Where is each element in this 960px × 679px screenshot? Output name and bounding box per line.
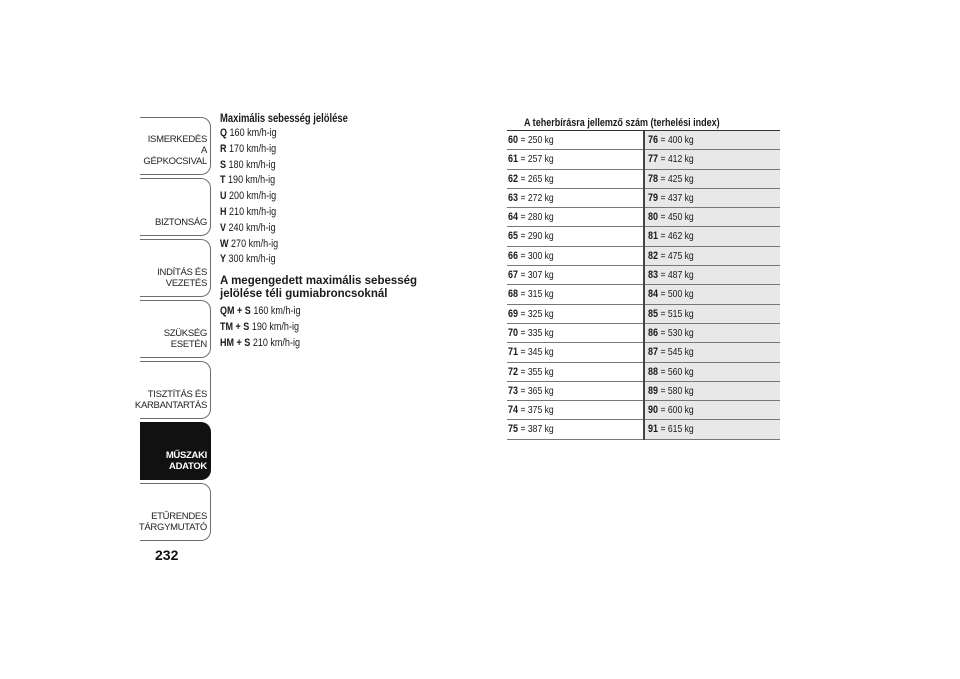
rating-value: 190 km/h-ig <box>251 320 299 333</box>
load-index-weight: = 307 kg <box>520 269 554 282</box>
rating-code: V <box>220 221 227 234</box>
load-index-weight: = 560 kg <box>660 365 694 378</box>
load-index-row <box>507 285 643 304</box>
speed-rating-heading: Maximális sebesség jelölése <box>220 113 348 125</box>
load-index-row <box>507 189 643 208</box>
rating-code: W <box>220 237 229 250</box>
load-index-row <box>507 208 643 227</box>
rating-value: 300 km/h-ig <box>228 253 276 266</box>
load-index-number: 65 <box>508 230 519 243</box>
chapter-tab[interactable] <box>140 117 211 175</box>
load-index-weight: = 400 kg <box>660 134 694 146</box>
load-index-row <box>645 420 780 439</box>
rating-value: 160 km/h-ig <box>253 305 301 318</box>
speed-rating-section <box>220 113 470 352</box>
winter-speed-list <box>220 304 470 351</box>
load-index-weight: = 325 kg <box>520 307 554 320</box>
rating-code: TM + S <box>220 320 250 333</box>
rating-code: R <box>220 142 227 155</box>
load-index-number: 67 <box>508 269 519 282</box>
load-index-row <box>645 363 780 382</box>
load-index-weight: = 250 kg <box>520 134 554 146</box>
load-index-number: 72 <box>508 365 519 378</box>
load-index-number: 88 <box>648 365 659 378</box>
load-index-row <box>645 266 780 285</box>
load-index-row <box>645 131 780 150</box>
load-index-number: 80 <box>648 211 659 224</box>
speed-rating-list <box>220 126 470 268</box>
load-index-number: 77 <box>648 153 659 166</box>
load-index-weight: = 265 kg <box>520 172 554 185</box>
load-index-row <box>645 227 780 246</box>
load-index-number: 84 <box>648 288 659 301</box>
chapter-tab-label: ETŰRENDES TÁRGYMUTATÓ <box>138 511 207 533</box>
rating-code: H <box>220 205 227 218</box>
load-index-number: 86 <box>648 326 659 339</box>
speed-rating-row <box>220 221 470 237</box>
rating-value: 170 km/h-ig <box>229 142 277 155</box>
rating-code: U <box>220 190 227 203</box>
load-index-weight: = 412 kg <box>660 153 694 166</box>
chapter-tab-label: SZÜKSÉG ESETÉN <box>163 328 207 350</box>
load-index-number: 76 <box>648 134 659 146</box>
winter-speed-row <box>220 320 470 336</box>
load-index-weight: = 272 kg <box>520 191 554 204</box>
rating-value: 210 km/h-ig <box>229 205 277 218</box>
load-index-weight: = 545 kg <box>660 346 694 359</box>
chapter-tab-label: ISMERKEDÉS A GÉPKOCSIVAL <box>143 134 207 167</box>
load-index-weight: = 365 kg <box>520 384 554 397</box>
load-index-weight: = 580 kg <box>660 384 694 397</box>
rating-value: 160 km/h-ig <box>229 127 277 139</box>
chapter-tab-label: MŰSZAKI ADATOK <box>165 450 207 472</box>
load-index-weight: = 437 kg <box>660 191 694 204</box>
load-index-weight: = 290 kg <box>520 230 554 243</box>
load-index-row <box>507 401 643 420</box>
load-index-row <box>507 227 643 246</box>
load-index-row <box>507 343 643 362</box>
speed-rating-row <box>220 252 470 268</box>
winter-speed-row <box>220 304 470 320</box>
load-index-column-right <box>645 131 780 440</box>
chapter-tab-label: TISZTÍTÁS ÉS KARBANTARTÁS <box>134 389 207 411</box>
load-index-row <box>645 285 780 304</box>
load-index-weight: = 375 kg <box>520 404 554 417</box>
chapter-tabs <box>134 117 211 544</box>
load-index-row <box>645 189 780 208</box>
load-index-number: 90 <box>648 404 659 417</box>
load-index-number: 61 <box>508 153 519 166</box>
load-index-row <box>507 247 643 266</box>
load-index-weight: = 425 kg <box>660 172 694 185</box>
rating-value: 190 km/h-ig <box>228 174 276 187</box>
load-index-weight: = 487 kg <box>660 269 694 282</box>
speed-rating-row <box>220 205 470 221</box>
chapter-tab[interactable] <box>134 361 211 419</box>
load-index-number: 69 <box>508 307 519 320</box>
load-index-row <box>507 305 643 324</box>
chapter-tab-label: INDÍTÁS ÉS VEZETÉS <box>157 267 207 289</box>
speed-rating-row <box>220 142 470 158</box>
speed-rating-row <box>220 173 470 189</box>
load-index-number: 91 <box>648 423 659 436</box>
speed-rating-row <box>220 237 470 253</box>
chapter-tab-label: BIZTONSÁG <box>154 217 207 228</box>
load-index-row <box>507 324 643 343</box>
load-index-number: 81 <box>648 230 659 243</box>
load-index-weight: = 335 kg <box>520 326 554 339</box>
load-index-row <box>645 247 780 266</box>
load-index-row <box>645 324 780 343</box>
load-index-number: 74 <box>508 404 519 417</box>
load-index-weight: = 615 kg <box>660 423 694 436</box>
load-index-row <box>507 131 643 150</box>
winter-speed-row <box>220 336 470 352</box>
load-index-row <box>645 401 780 420</box>
load-index-row <box>645 208 780 227</box>
load-index-number: 60 <box>508 134 519 146</box>
load-index-number: 70 <box>508 326 519 339</box>
load-index-number: 68 <box>508 288 519 301</box>
load-index-number: 62 <box>508 172 519 185</box>
rating-code: S <box>220 158 227 171</box>
load-index-weight: = 315 kg <box>520 288 554 301</box>
load-index-number: 71 <box>508 346 519 359</box>
load-index-table <box>507 116 780 440</box>
rating-code: HM + S <box>220 336 251 349</box>
load-index-weight: = 345 kg <box>520 346 554 359</box>
speed-rating-row <box>220 126 470 142</box>
chapter-tab[interactable] <box>140 239 211 297</box>
load-index-weight: = 387 kg <box>520 423 554 436</box>
load-index-number: 64 <box>508 211 519 224</box>
load-index-row <box>507 382 643 401</box>
load-index-weight: = 500 kg <box>660 288 694 301</box>
rating-value: 200 km/h-ig <box>229 190 277 203</box>
load-index-row <box>645 170 780 189</box>
load-index-weight: = 300 kg <box>520 249 554 262</box>
load-index-weight: = 355 kg <box>520 365 554 378</box>
load-index-weight: = 515 kg <box>660 307 694 320</box>
load-index-number: 85 <box>648 307 659 320</box>
chapter-tab[interactable] <box>140 483 211 541</box>
load-index-row <box>645 343 780 362</box>
rating-code: QM + S <box>220 305 251 318</box>
load-index-number: 66 <box>508 249 519 262</box>
page-number: 232 <box>155 547 179 563</box>
rating-value: 240 km/h-ig <box>228 221 276 234</box>
rating-code: Y <box>220 253 227 266</box>
load-index-title: A teherbírásra jellemző szám (terhelési index) <box>507 116 780 131</box>
load-index-number: 75 <box>508 423 519 436</box>
load-index-number: 89 <box>648 384 659 397</box>
load-index-row <box>645 382 780 401</box>
winter-speed-heading: A megengedett maximális sebesség jelölése téli gumiabroncsoknál <box>220 275 418 301</box>
load-index-weight: = 600 kg <box>660 404 694 417</box>
load-index-number: 79 <box>648 191 659 204</box>
load-index-number: 78 <box>648 172 659 185</box>
load-index-number: 87 <box>648 346 659 359</box>
speed-rating-row <box>220 189 470 205</box>
load-index-row <box>507 266 643 285</box>
rating-value: 180 km/h-ig <box>228 158 276 171</box>
load-index-weight: = 280 kg <box>520 211 554 224</box>
load-index-column-left <box>507 131 645 440</box>
load-index-row <box>645 150 780 169</box>
chapter-tab[interactable] <box>140 300 211 358</box>
load-index-weight: = 475 kg <box>660 249 694 262</box>
load-index-weight: = 257 kg <box>520 153 554 166</box>
rating-value: 270 km/h-ig <box>231 237 279 250</box>
load-index-number: 73 <box>508 384 519 397</box>
load-index-number: 63 <box>508 191 519 204</box>
rating-code: T <box>220 174 226 187</box>
rating-code: Q <box>220 127 228 139</box>
speed-rating-row <box>220 158 470 174</box>
rating-value: 210 km/h-ig <box>252 336 300 349</box>
load-index-row <box>645 305 780 324</box>
chapter-tab[interactable] <box>140 422 211 480</box>
load-index-row <box>507 150 643 169</box>
load-index-weight: = 530 kg <box>660 326 694 339</box>
load-index-number: 83 <box>648 269 659 282</box>
load-index-row <box>507 420 643 439</box>
load-index-row <box>507 363 643 382</box>
load-index-row <box>507 170 643 189</box>
chapter-tab[interactable] <box>140 178 211 236</box>
load-index-weight: = 450 kg <box>660 211 694 224</box>
load-index-number: 82 <box>648 249 659 262</box>
load-index-weight: = 462 kg <box>660 230 694 243</box>
